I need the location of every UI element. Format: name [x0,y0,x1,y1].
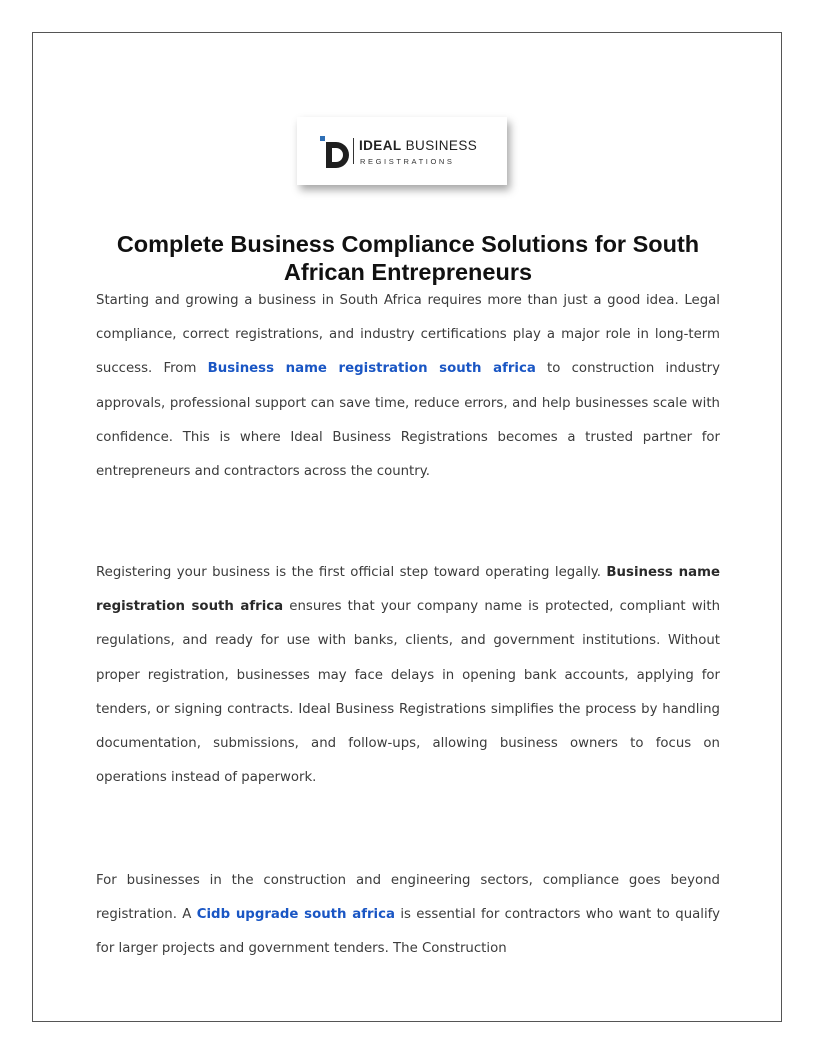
logo-word-business: BUSINESS [401,138,478,153]
business-registration-emphasis: Business name registration south africa [96,565,720,615]
company-logo [297,117,507,185]
cidb-upgrade-link[interactable]: Cidb upgrade south africa [196,907,395,923]
paragraph-text: is essential for contractors who want to qualify for larger projects and government tenders. The Construction [96,907,720,957]
paragraph-text: For businesses in the construction and engineering sectors, compliance goes beyond registration. A [96,873,720,923]
logo-wordmark [359,138,477,153]
paragraph-intro [96,284,720,489]
logo-divider [353,138,354,164]
paragraph-registration [96,556,720,795]
paragraph-text: ensures that your company name is protected, compliant with regulations, and ready for use with banks, clients, and government institutions. Without proper registration, businesses may face delays in opening bank accounts, applying for tenders, or signing contracts. Ideal Business Registrations simplifies the process by handling documentation, submissions, and follow-ups, allowing business owners to focus on operations instead of paperwork. [96,599,720,786]
business-registration-link[interactable]: Business name registration south africa [207,361,536,377]
document-title: Complete Business Compliance Solutions for South African Entrepreneurs [116,231,700,285]
paragraph-text: Registering your business is the first official step toward operating legally. [96,565,607,580]
ideal-logo-icon [320,136,350,168]
logo-subtitle: REGISTRATIONS [360,157,455,166]
paragraph-text: to construction industry approvals, professional support can save time, reduce errors, and help businesses scale with confidence. This is where Ideal Business Registrations becomes a trusted partner for entrepreneurs and contractors across the country. [96,361,720,480]
paragraph-text: Starting and growing a business in South Africa requires more than just a good idea. Legal compliance, correct registrations, and industry certifications play a major role in long-term success. From [96,293,720,377]
logo-word-ideal: IDEAL [359,138,402,153]
paragraph-cidb [96,864,720,967]
